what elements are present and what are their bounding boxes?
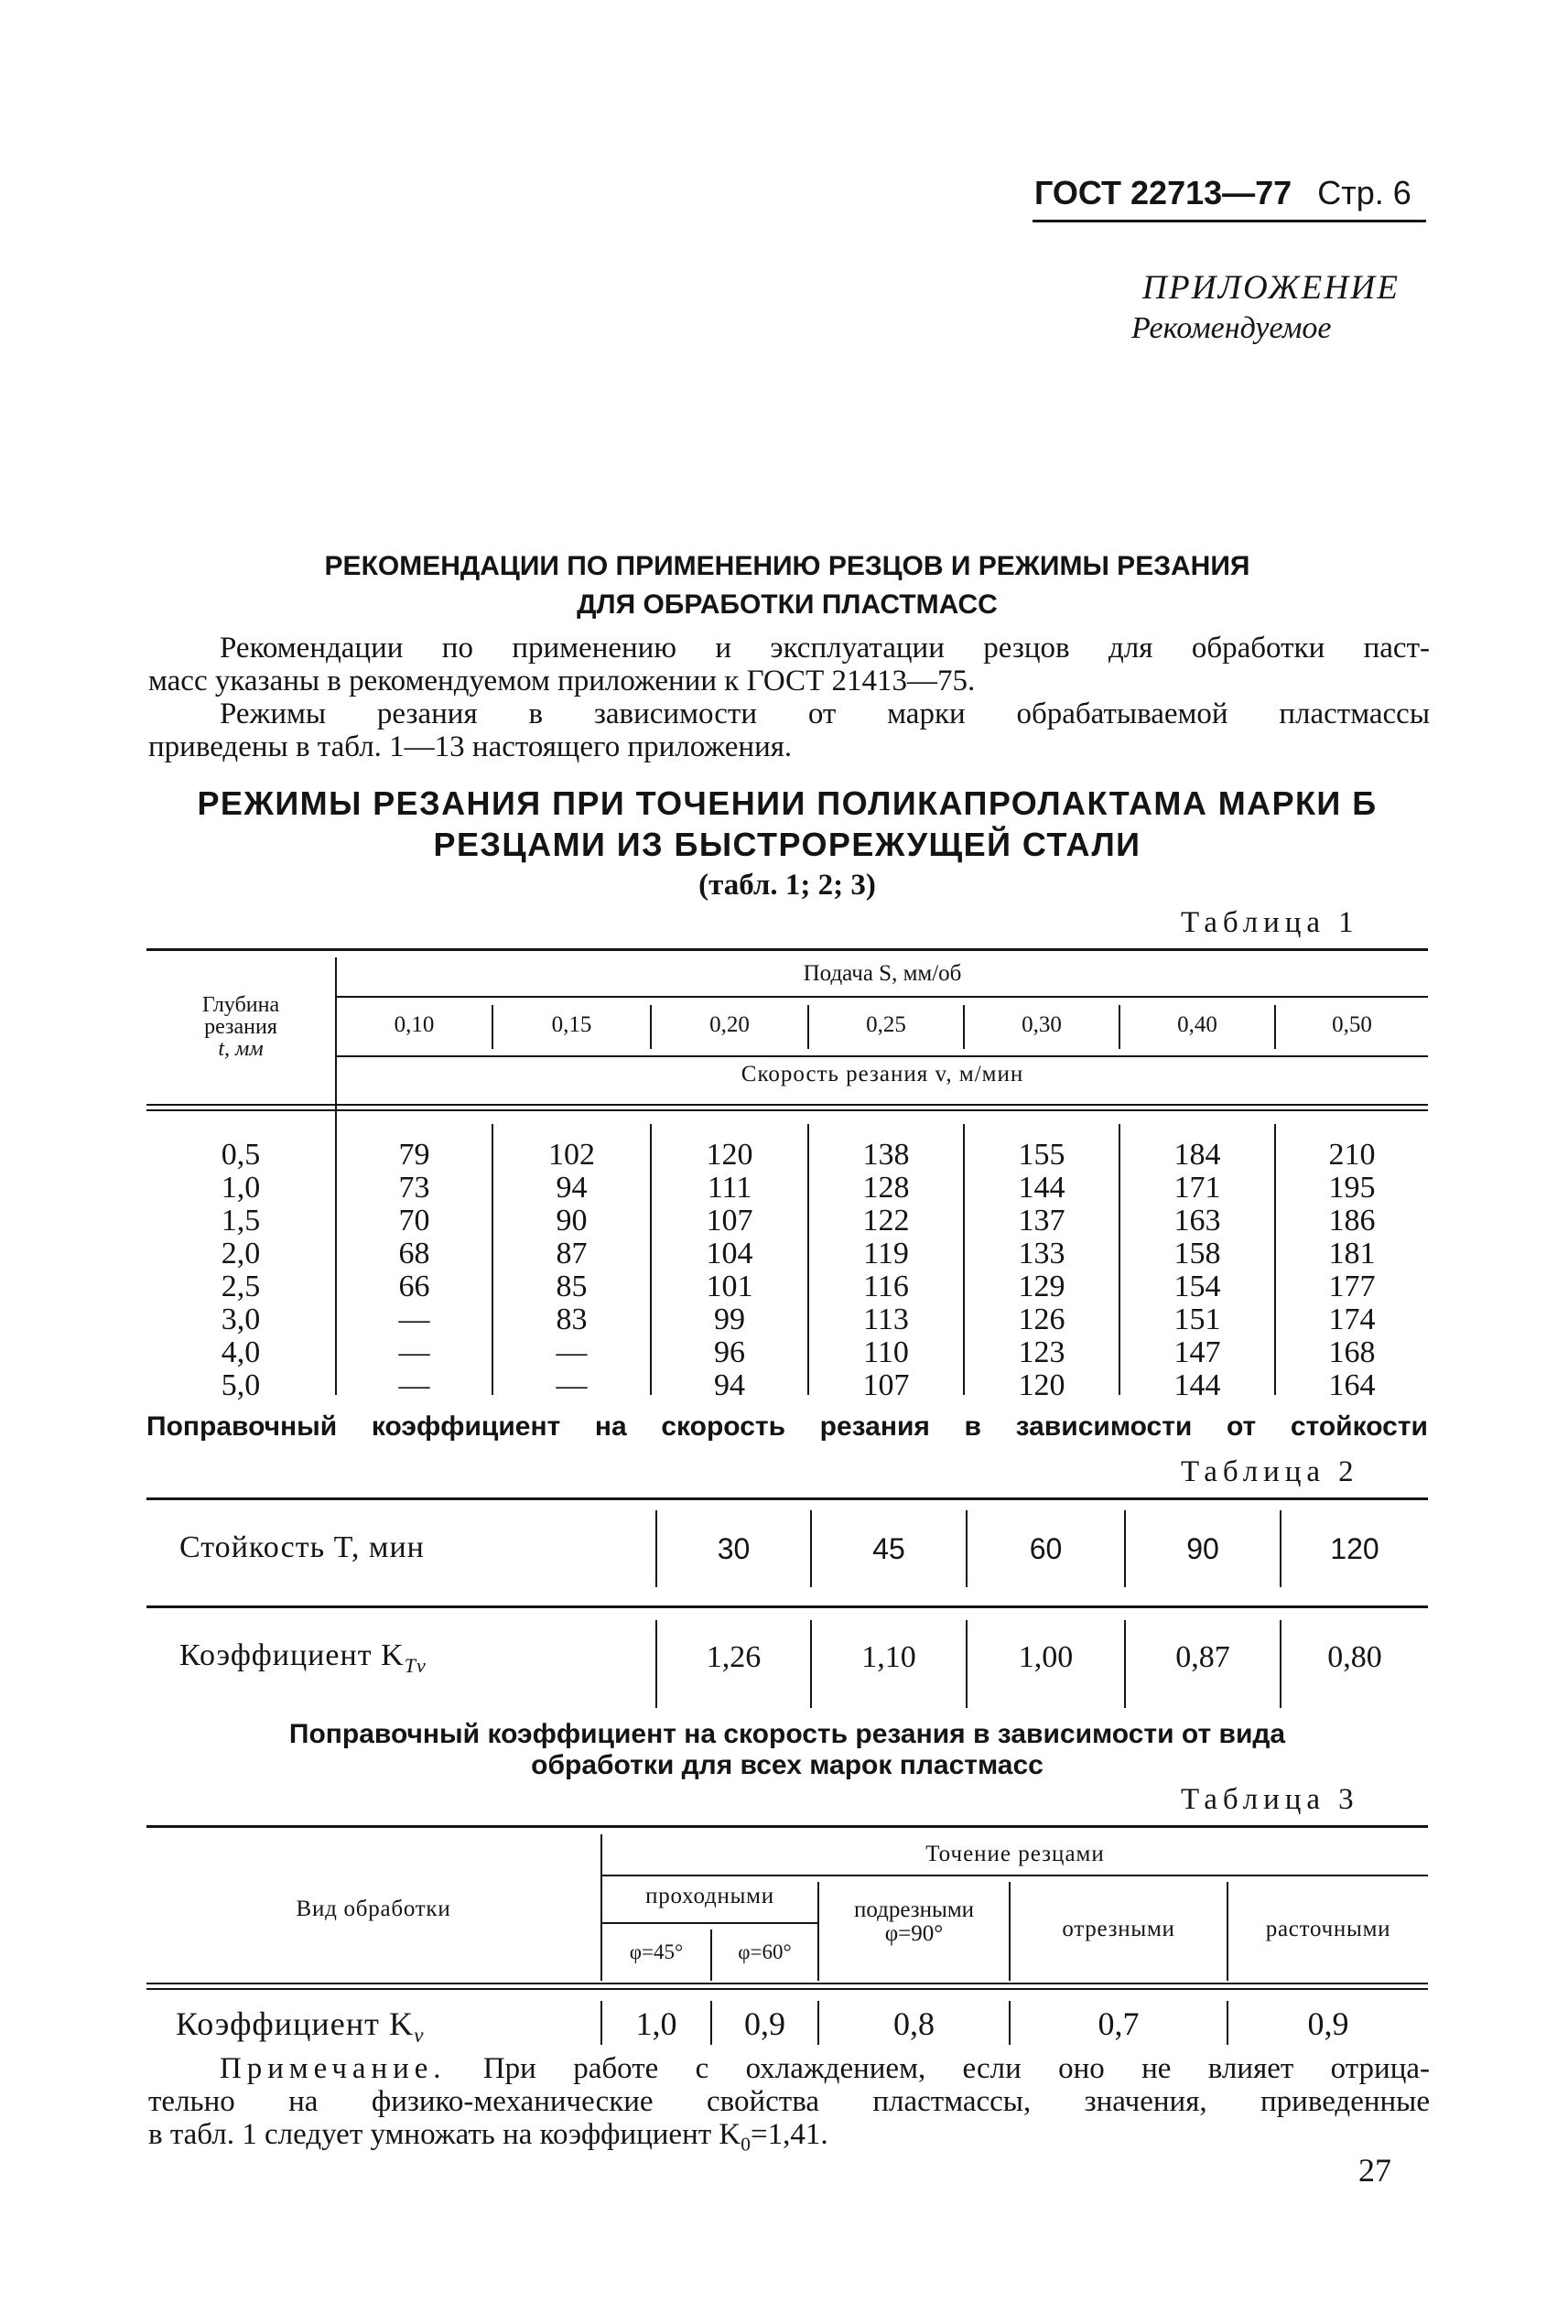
table2-caption: Поправочный коэффициент на скорость резания в зависимости от стойкости [146,1411,1428,1442]
table1-feed-2: 0,20 [709,1012,750,1037]
table-row: 0,5 79 102 120 138 155 184 210 [221,1138,1376,1172]
table3-parting-header: отрезными [1062,1917,1175,1941]
table2-row1-label: Стойкость T, мин [179,1530,425,1564]
table2-top-rule [146,1497,1428,1500]
table1-header-rule-b [146,1109,1428,1111]
note-line2: тельно на физико-механические свойства пластмассы, значения, приведенные [148,2085,1430,2118]
page-number: 27 [1358,2152,1391,2189]
table-row: 4,0 — — 96 110 123 147 168 [221,1335,1376,1369]
table1-feed-6: 0,50 [1332,1012,1372,1037]
table1-top-rule [146,948,1428,951]
table2-row2-label: Коэффициент $K_{Tv}$ [179,1638,427,1677]
table-row: 2,5 66 85 101 116 129 154 177 [221,1270,1376,1303]
table1-feed-3: 0,25 [866,1012,906,1037]
table3-label: Таблица 3 [1181,1783,1359,1816]
section-title-line1: РЕЖИМЫ РЕЗАНИЯ ПРИ ТОЧЕНИИ ПОЛИКАПРОЛАКТАМА МАРКИ Б [197,784,1378,822]
appendix-subtitle: Рекомендуемое [1131,311,1332,345]
intro-p1-line1: Рекомендации по применению и эксплуатации резцов для обработки паст- [220,632,1430,665]
intro-p1-line2: масс указаны в рекомендуемом приложении к ГОСТ 21413—75. [148,665,976,697]
note: Примечание. При работе с охлаждением, если оно не влияет отрица- тельно на физико-механические свойства пластмассы, значения, приведенные в табл. 1 следует умножать на коэффициент $K_0=1,41$. [148,2052,1430,2156]
table1-row-header [146,994,335,1060]
note-line3: в табл. 1 следует умножать на коэффициент K [148,2118,741,2151]
table1-feed-1: 0,15 [551,1012,592,1037]
table2-label: Таблица 2 [1181,1455,1359,1488]
table1-speed-rule [337,1055,1428,1057]
table-row: 2,0 68 87 104 119 133 158 181 [221,1237,1376,1270]
table3-caption-line2: обработки для всех марок пластмасс [531,1750,1044,1780]
table1-feed-header: Подача S, мм/об [803,961,962,986]
table1-speed-header: Скорость резания v, м/мин [741,1062,1024,1086]
table3-phi60: φ=60° [738,1940,792,1963]
table3-row-label: Коэффициент $K_v$ [176,2005,425,2048]
table3-caption [146,1719,1428,1781]
table1-feed-rule [337,996,1428,998]
table1-row-header-line3: t, мм [218,1037,264,1061]
table2-mid-rule [146,1605,1428,1608]
main-title-line1: РЕКОМЕНДАЦИИ ПО ПРИМЕНЕНИЮ РЕЗЦОВ И РЕЖИМЫ РЕЗАНИЯ [324,551,1250,581]
table1-body [146,1139,1428,1402]
appendix-title: ПРИЛОЖЕНИЕ [1142,269,1400,307]
table3-facing-header: подрезными φ=90° [853,1897,975,1946]
table3-phi45: φ=45° [629,1940,684,1963]
table3-group-header: Точение резцами [925,1842,1105,1866]
table1-row-header-line1: Глубина [201,993,280,1017]
table3-top-rule [146,1825,1428,1828]
table1-label: Таблица 1 [1181,906,1359,939]
table3-caption-line1: Поправочный коэффициент на скорость резания в зависимости от вида [288,1719,1286,1749]
table1-row-header-line2: резания [204,1015,277,1039]
header-rule [1033,220,1426,222]
section-title-line2: РЕЗЦАМИ ИЗ БЫСТРОРЕЖУЩЕЙ СТАЛИ [433,826,1141,863]
note-label: Примечание. [220,2052,447,2085]
table3-col-header: Вид обработки [296,1897,451,1921]
note-line1: При работе с охлаждением, если оно не влияет отрица- [446,2052,1430,2085]
intro-p2-line2: приведены в табл. 1—13 настоящего приложения. [148,730,793,763]
table1-feed-5: 0,40 [1177,1012,1217,1037]
table1-feed-4: 0,30 [1022,1012,1062,1037]
section-title [146,783,1428,906]
doc-number: ГОСТ 22713—77 [1034,174,1292,211]
table3-through-header: проходными [645,1884,774,1908]
running-header [1034,174,1411,212]
table-row: 3,0 — 83 99 113 126 151 174 [221,1303,1376,1336]
table1-header-rule-a [146,1104,1428,1106]
table-row: 1,0 73 94 111 128 144 171 195 [221,1171,1376,1205]
table3-boring-header: расточными [1265,1917,1391,1941]
main-title-line2: ДЛЯ ОБРАБОТКИ ПЛАСТМАСС [577,589,998,620]
main-title [146,547,1428,624]
intro-p2-line1: Режимы резания в зависимости от марки обрабатываемой пластмассы [220,697,1430,730]
section-title-line3: (табл. 1; 2; 3) [698,869,876,902]
page-label: Стр. 6 [1317,174,1411,211]
table1-feed-0: 0,10 [394,1012,435,1037]
table-row: 5,0 — — 94 107 120 144 164 [221,1368,1376,1402]
table-row: 1,5 70 90 107 122 137 163 186 [221,1204,1376,1238]
intro-text [148,632,1430,763]
